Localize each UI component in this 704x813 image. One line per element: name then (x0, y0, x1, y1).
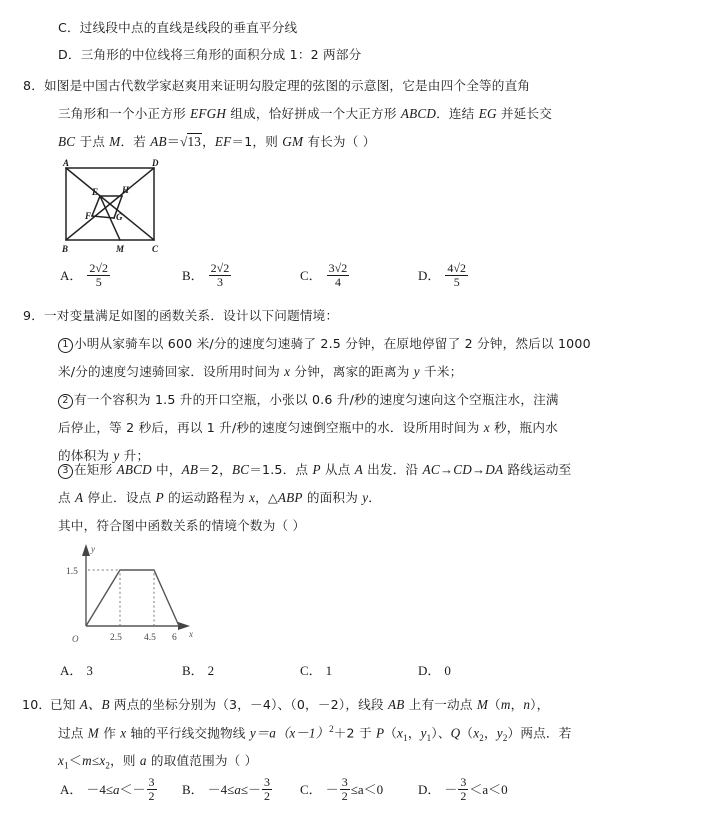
q8-stem-line-1 (22, 76, 530, 96)
q9-option-c-value: 1 (325, 663, 333, 678)
q10-option-c-suffix: ≤a＜0 (350, 781, 384, 797)
q9-option-c-label: C． (300, 663, 322, 678)
vertex-label-g: G (116, 212, 123, 222)
q8-text-3a: 于点 (75, 134, 110, 149)
q8-option-a-label: A． (60, 267, 83, 283)
q10-option-a-prefix: －4≤ (86, 781, 114, 797)
q10-var-y2: y (496, 725, 503, 741)
q10-text-2g: （ (460, 725, 474, 741)
q10-text-2h: ， (483, 725, 497, 741)
q10-var-y1: y (420, 725, 427, 741)
q10-text-2a: 过点 (58, 725, 88, 741)
vertex-label-a: A (63, 158, 70, 168)
q9-item-2-text-1: 有一个容积为 1.5 升的开口空瓶，小张以 0.6 升/秒的速度匀速向这个空瓶注水，注满 (74, 392, 559, 407)
q9-item-2-text-3a: 的体积为 (58, 448, 114, 463)
q9-item-1-line-2 (58, 362, 462, 382)
q9-item-1-marker: 1 (58, 338, 73, 353)
q8-option-d-label: D． (418, 267, 441, 283)
q9-option-a-value: 3 (86, 663, 93, 678)
q9-item-3-text-2a: 点 (58, 490, 75, 505)
q8-number: 8． (22, 78, 44, 93)
q10-option-b-mid: ≤－ (240, 781, 261, 797)
q9-option-b-label: B． (182, 663, 204, 678)
q10-text-2e: ， (407, 725, 421, 741)
x-axis-label: x (189, 629, 193, 639)
q10-option-a[interactable] (60, 777, 158, 805)
q8-stem-line-2 (58, 104, 552, 124)
q10-var-n: n (523, 697, 531, 712)
q9-item-3-label-p: P (312, 462, 321, 477)
function-curve (86, 570, 179, 626)
q9-item-1-text-1: 小明从家骑车以 600 米/分的速度匀速骑了 2.5 分钟，在原地停留了 2 分钟，然后以 1000 (74, 336, 591, 351)
q10-var-y1-sub: 1 (426, 733, 432, 744)
q10-var-x1-sub-b: 1 (64, 760, 69, 771)
q10-text-2i: ）两点．若 (507, 725, 572, 741)
x-tick-2point5: 2.5 (110, 633, 122, 643)
q9-stem-intro (22, 306, 338, 326)
q8-option-b[interactable] (182, 263, 232, 291)
q9-item-3-line-1 (58, 460, 571, 480)
q8-label-eg: EG (478, 106, 497, 121)
vertex-label-d: D (152, 158, 159, 168)
q10-stem-line-3 (58, 751, 257, 773)
q8-option-b-label: B． (182, 267, 204, 283)
q8-label-ab: AB (150, 134, 167, 149)
q9-item-2-marker: 2 (58, 394, 73, 409)
q8-option-c-numerator: 3√2 (328, 261, 348, 275)
q10-option-d-suffix: ＜a＜0 (469, 781, 508, 797)
q8-label-efgh: EFGH (190, 106, 227, 121)
q10-var-m-b: m (82, 753, 92, 768)
q9-item-3-line-2 (58, 488, 381, 508)
q10-var-x2-sub-b: 2 (105, 760, 111, 771)
q10-text-1a: 已知 (50, 697, 80, 712)
q8-option-a-numerator: 2√2 (89, 261, 108, 275)
q9-item-3-var-x: x (249, 490, 256, 505)
q9-item-3-label-bc: BC (231, 462, 250, 477)
q8-option-b-fraction (209, 262, 232, 290)
q8-text-3c: ， (202, 134, 215, 149)
q8-option-c[interactable] (300, 263, 350, 291)
q9-item-3-label-a: A (354, 462, 363, 477)
q10-option-a-mid: ＜－ (119, 781, 146, 797)
q8-stem-line-3 (58, 132, 376, 152)
q10-text-1d: （ (488, 697, 501, 712)
q10-label-p: P (375, 725, 385, 741)
q9-item-3-text-2e: 的面积为 (302, 490, 363, 505)
q8-eq-1: ＝ (166, 134, 181, 149)
y-axis-label: y (91, 544, 95, 554)
q10-option-a-denominator: 2 (148, 789, 155, 804)
q10-option-d[interactable] (418, 777, 508, 805)
q10-option-d-denominator: 2 (460, 789, 467, 804)
q10-var-x1: x (397, 725, 404, 741)
q8-eq-2: ＝1，则 (231, 134, 283, 149)
q10-var-x1-b: x (58, 753, 65, 768)
q10-text-2c: 轴的平行线交抛物线 (126, 725, 250, 741)
q10-option-a-numerator: 3 (148, 775, 155, 789)
q10-stem-line-2 (58, 723, 572, 746)
q10-lt-sign: ＜ (68, 753, 83, 768)
q9-item-2-text-3b: 升； (119, 448, 150, 463)
q9-item-3-text-1c: ＝2， (198, 462, 232, 477)
q9-item-3-label-abcd: ABCD (116, 462, 152, 477)
q10-option-b[interactable] (182, 777, 273, 805)
q10-option-d-prefix: － (444, 781, 458, 797)
q9-item-3-var-y: y (362, 490, 369, 505)
q10-option-d-fraction (458, 776, 468, 804)
q8-option-b-numerator: 2√2 (210, 261, 230, 275)
q8-option-d-fraction (445, 262, 468, 290)
q9-item-3-text-2f: ． (368, 490, 382, 505)
q9-option-d[interactable] (418, 660, 451, 679)
q10-option-c-prefix: － (325, 781, 339, 797)
q8-option-c-denominator: 4 (334, 275, 341, 290)
q10-label-q: Q (450, 725, 461, 741)
q8-sqrt-13: √13 (180, 134, 202, 149)
q7-option-d-label: D． (58, 47, 81, 62)
q9-item-3-text-1a: 在矩形 (74, 462, 117, 477)
q9-item-2-line-2 (58, 418, 558, 438)
vertex-label-b: B (62, 244, 69, 254)
q8-text-3d: 有长为（ ） (303, 134, 376, 149)
q9-item-2-var-y: y (113, 448, 120, 463)
y-axis-arrow (82, 544, 90, 556)
q10-option-a-var: a (113, 781, 120, 797)
q10-option-b-denominator: 2 (263, 789, 270, 804)
q8-text-2c: ．连结 (436, 106, 479, 121)
q10-text-2d: （ (384, 725, 398, 741)
origin-label: O (72, 634, 79, 644)
q8-text-1: 如图是中国古代数学家赵爽用来证明勾股定理的弦图的示意图，它是由四个全等的直角 (44, 78, 531, 93)
q8-option-c-fraction (327, 262, 350, 290)
q9-item-1-line-1 (58, 334, 591, 354)
q9-item-2-text-2a: 后停止，等 2 秒后，再以 1 升/秒的速度匀速倒空瓶中的水．设所用时间为 (58, 420, 484, 435)
q7-option-c-text: 过线段中点的直线是线段的垂直平分线 (79, 20, 298, 35)
q10-label-ab-points: A、B (79, 697, 110, 712)
q9-item-3-text-1g: 路线运动至 (503, 462, 572, 477)
q8-figure (58, 160, 173, 255)
q9-item-3-label-p2: P (155, 490, 164, 505)
q10-text-1e: ， (510, 697, 524, 712)
q8-option-d[interactable] (418, 263, 469, 291)
q8-label-ef: EF (214, 134, 232, 149)
q9-item-1-var-y: y (413, 364, 420, 379)
q10-option-a-label: A． (60, 781, 83, 797)
q10-equation: y＝a（x－1） (249, 725, 330, 741)
q9-item-1-var-x: x (284, 364, 291, 379)
q10-option-c-label: C． (300, 781, 322, 797)
q9-intro-text: 一对变量满足如图的函数关系．设计以下问题情境： (44, 308, 339, 323)
q9-item-3-label-ab: AB (181, 462, 199, 477)
q10-option-b-numerator: 3 (263, 775, 270, 789)
q10-equation-exponent: 2 (329, 724, 334, 734)
q10-var-x1-sub: 1 (403, 733, 408, 744)
q10-option-b-label: B． (182, 781, 204, 797)
q10-text-1b: 两点的坐标分别为（3，－4）、（0，－2），线段 (109, 697, 388, 712)
q9-item-3-text-2d: ，△ (255, 490, 278, 505)
q8-text-2a: 三角形和一个小正方形 (58, 106, 191, 121)
q10-option-d-label: D． (418, 781, 441, 797)
q9-option-b[interactable] (182, 660, 214, 679)
q8-label-bc: BC (58, 134, 76, 149)
q8-option-d-numerator: 4√2 (447, 261, 466, 275)
q10-option-b-var: a (234, 781, 241, 797)
q9-option-a-label: A． (60, 663, 83, 678)
q9-option-c[interactable] (300, 660, 332, 679)
q8-label-m: M (109, 134, 121, 149)
q10-number: 10． (22, 697, 52, 712)
q8-option-c-label: C． (300, 267, 322, 283)
q10-label-m2: M (87, 725, 99, 741)
q10-le-sign: ≤ (91, 753, 100, 768)
vertex-label-f: F (85, 211, 92, 221)
q9-number: 9． (22, 308, 44, 323)
q10-option-c-fraction (340, 776, 350, 804)
zhaoshuang-chord-diagram-svg (58, 160, 173, 255)
q10-option-d-numerator: 3 (460, 775, 467, 789)
q9-item-3-label-a2: A (75, 490, 84, 505)
q8-option-d-denominator: 5 (453, 275, 460, 290)
q9-item-3-marker: 3 (58, 464, 73, 479)
x-tick-6: 6 (172, 633, 177, 643)
q10-equation-tail: ＋2 于 (333, 725, 376, 741)
q10-var-x2: x (473, 725, 480, 741)
q8-option-a-fraction (87, 262, 110, 290)
q9-item-1-text-2a: 米/分的速度匀速骑回家．设所用时间为 (58, 364, 285, 379)
vertex-label-c: C (152, 244, 159, 254)
q7-option-c-label: C． (58, 20, 80, 35)
q9-option-b-value: 2 (207, 663, 215, 678)
q10-var-a: a (139, 753, 147, 768)
q9-item-2-line-1 (58, 390, 559, 410)
q10-text-2f: ）、 (431, 725, 451, 741)
q9-item-1-text-2c: 千米； (419, 364, 463, 379)
q10-text-1c: 上有一动点 (404, 697, 477, 712)
q10-option-c-numerator: 3 (341, 775, 348, 789)
q9-option-d-value: 0 (444, 663, 451, 678)
q10-label-ab-segment: AB (387, 697, 405, 712)
q9-item-1-text-2b: 分钟，离家的距离为 (290, 364, 414, 379)
q10-text-2b: 作 (98, 725, 121, 741)
q8-text-2b: 组成，恰好拼成一个大正方形 (226, 106, 401, 121)
q9-option-a[interactable] (60, 660, 93, 679)
q9-option-d-label: D． (418, 663, 441, 678)
q8-label-abcd: ABCD (400, 106, 437, 121)
vertex-label-m: M (116, 244, 125, 254)
q10-var-x-axis: x (120, 725, 127, 741)
segment-f-g (92, 216, 114, 218)
trapezoid-function-graph (58, 538, 248, 650)
q10-option-b-prefix: －4≤ (207, 781, 235, 797)
q9-item-3-path: AC→CD→DA (422, 462, 504, 477)
q9-item-3-text-2c: 的运动路程为 (163, 490, 250, 505)
q10-option-c[interactable] (300, 777, 383, 805)
q7-option-c (58, 18, 297, 38)
q10-label-m: M (476, 697, 489, 712)
x-tick-4point5: 4.5 (144, 633, 156, 643)
q8-label-gm: GM (282, 134, 304, 149)
q8-option-a-denominator: 5 (95, 275, 102, 290)
q9-item-3-text-1f: 出发．沿 (362, 462, 423, 477)
q8-option-a[interactable] (60, 263, 111, 291)
q10-option-b-fraction (262, 776, 272, 804)
q10-var-y2-sub: 2 (502, 733, 508, 744)
vertex-label-e: E (92, 187, 99, 197)
q9-item-3-text-1e: 从点 (320, 462, 355, 477)
q9-item-3-label-abp: ABP (277, 490, 303, 505)
q7-option-d (58, 45, 361, 65)
q9-item-3-text-1d: ＝1.5．点 (249, 462, 313, 477)
q10-option-c-denominator: 2 (341, 789, 348, 804)
q9-question-line (58, 516, 305, 536)
q9-item-3-text-2b: 停止．设点 (83, 490, 156, 505)
q10-var-x2-b: x (99, 753, 106, 768)
q8-text-3b: ．若 (120, 134, 151, 149)
q8-option-b-denominator: 3 (216, 275, 223, 290)
q7-option-d-text: 三角形的中位线将三角形的面积分成 1：2 两部分 (80, 47, 362, 62)
y-tick-1point5: 1.5 (66, 567, 78, 577)
q9-question-text: 其中，符合图中函数关系的情境个数为（ ） (58, 518, 306, 533)
q10-stem-line-1 (22, 695, 549, 715)
q9-graph (58, 538, 248, 650)
q10-option-a-fraction (147, 776, 157, 804)
q10-text-3b: 的取值范围为（ ） (146, 753, 258, 768)
q10-text-3a: ，则 (110, 753, 140, 768)
q9-item-2-text-2b: 秒，瓶内水 (489, 420, 558, 435)
q8-text-2d: 并延长交 (496, 106, 553, 121)
q9-item-2-var-x: x (483, 420, 490, 435)
q10-var-m: m (500, 697, 511, 712)
q10-var-x2-sub: 2 (479, 733, 484, 744)
q10-text-1f: ）， (530, 697, 550, 712)
q8-radicand: 13 (187, 134, 202, 149)
q9-item-3-text-1b: 中， (151, 462, 182, 477)
vertex-label-h: H (122, 185, 130, 195)
